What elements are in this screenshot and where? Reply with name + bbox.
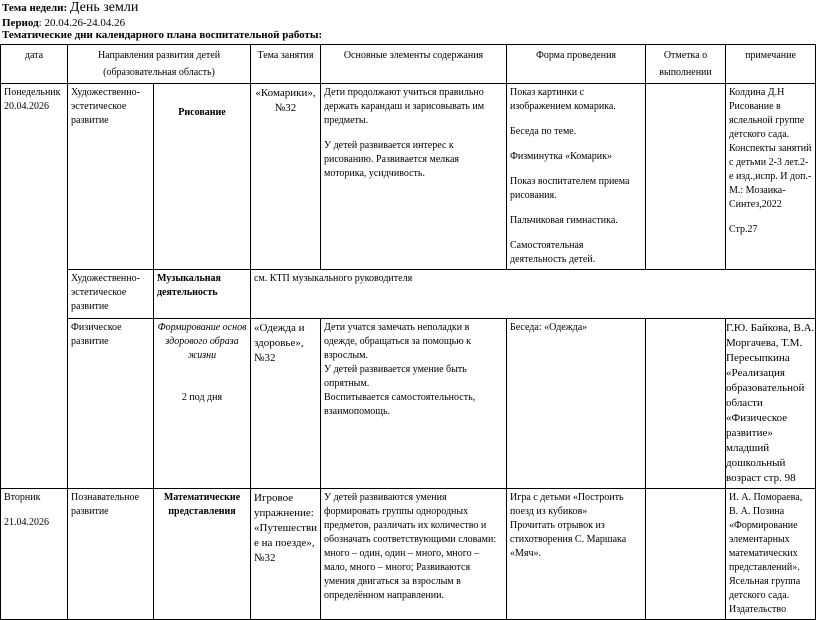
form-line: Пальчиковая гимнастика.: [510, 215, 618, 226]
form-cell: Беседа: «Одежда»: [507, 319, 646, 489]
form-line: Беседа по теме.: [510, 126, 577, 137]
date-cell: [1, 489, 68, 620]
mark-cell: [646, 319, 726, 489]
col-area: Направления развития детей (образовательная область): [68, 45, 251, 84]
activity-text: Формирование основ здорового образа жизни: [157, 322, 247, 361]
theme-value: День земли: [69, 0, 139, 15]
note-text: Колдина Д.Н Рисование в яслельной группе детского сада. Конспекты занятий с детьми 2-3 лет.2-е изд.,испр. И доп.-М.: Мозаика-Синтез,2022: [729, 87, 812, 210]
activity-note: 2 под дня: [181, 392, 223, 403]
note-cell: И. А. Помораева, В. А. Позина «Формирование элементарных математических представлений». Ясельная группа детского сада. Издательство: [726, 489, 816, 620]
date-cell: Понедельник 20.04.2026: [1, 84, 68, 489]
col-date: дата: [1, 45, 68, 84]
content-cell: [321, 84, 507, 270]
table-row: [1, 489, 816, 620]
col-content: Основные элементы содержания: [321, 45, 507, 84]
topic-cell: «Комарики», №32: [251, 84, 321, 270]
note-cell: [726, 84, 816, 270]
area-cell: Познавательное развитие: [68, 489, 154, 620]
col-form: Форма проведения: [507, 45, 646, 84]
topic-cell: Игровое упражнение: «Путешестви е на поезде», №32: [251, 489, 321, 620]
form-line: Показ картинки с изображением комарика.: [510, 87, 616, 112]
note-page: Стр.27: [729, 224, 758, 235]
area-cell: Художественно-эстетическое развитие: [68, 84, 154, 270]
date-day: Вторник: [4, 492, 41, 503]
form-line: Самостоятельная деятельность детей.: [510, 240, 596, 265]
content-cell: У детей развиваются умения формировать группы однородных предметов, различать их количество и обозначать соответствующими словами: много – один, один – много, много – мало, много – много; Развиваются умения двигаться за взрослым в определённом направлении.: [321, 489, 507, 620]
content-line: Дети продолжают учиться правильно держать карандаш и зарисовывать им предметы.: [324, 87, 485, 126]
mark-cell: [646, 489, 726, 620]
table-row: [1, 270, 816, 319]
content-line: У детей развивается интерес к рисованию. Развивается мелкая моторика, усидчивость.: [324, 140, 460, 179]
form-cell: Игра с детьми «Построить поезд из кубиков» Прочитать отрывок из стихотворения С. Маршака «Мяч».: [507, 489, 646, 620]
note-cell: Г.Ю. Байкова, В.А. Моргачева, Т.М. Пересыпкина «Реализация образовательной области «Физическое развитие» младший дошкольный возраст стр. 98: [726, 319, 816, 489]
theme-line: [2, 2, 138, 14]
activity-cell: Математические представления: [154, 489, 251, 620]
area-cell: Художественно-эстетическое развитие: [68, 270, 154, 319]
content-cell: см. КТП музыкального руководителя: [251, 270, 816, 319]
mark-cell: [646, 84, 726, 270]
period-line: [2, 17, 125, 29]
table-row: [1, 84, 816, 270]
theme-label: Тема недели:: [2, 2, 68, 14]
period-value: : 20.04.26-24.04.26: [38, 17, 126, 29]
content-cell: Дети учатся замечать неполадки в одежде, обращаться за помощью к взрослым. У детей развивается умение быть опрятным. Воспитывается самостоятельность, взаимопомощь.: [321, 319, 507, 489]
activity-cell: Рисование: [154, 84, 251, 270]
table-row: [1, 319, 816, 489]
table-header-row: [1, 45, 816, 84]
area-cell: Физическое развитие: [68, 319, 154, 489]
col-mark: Отметка о выполнении: [646, 45, 726, 84]
form-line: Показ воспитателем приема рисования.: [510, 176, 630, 201]
form-cell: [507, 84, 646, 270]
date-text: 21.04.2026: [4, 517, 49, 528]
period-label: Период: [2, 17, 39, 29]
activity-cell: [154, 319, 251, 489]
plan-title: Тематические дни календарного плана воспитательной работы:: [2, 29, 323, 41]
activity-cell: Музыкальная деятельность: [154, 270, 251, 319]
plan-table: [0, 44, 816, 620]
col-note: примечание: [726, 45, 816, 84]
form-line: Физминутка «Комарик»: [510, 151, 612, 162]
col-topic: Тема занятия: [251, 45, 321, 84]
topic-cell: «Одежда и здоровье», №32: [251, 319, 321, 489]
